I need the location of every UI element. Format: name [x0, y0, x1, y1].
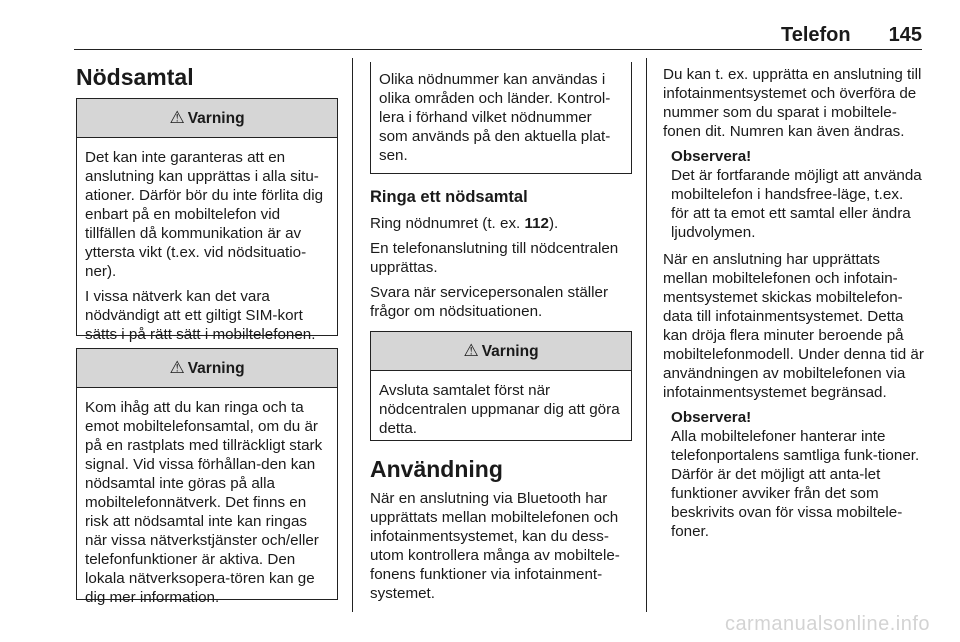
warning-icon: ⚠: [463, 341, 479, 360]
page-header: [781, 24, 922, 47]
ring-text: Ring nödnumret (t. ex.: [370, 215, 525, 232]
warning1-paragraph-1: Det kan inte garanteras att en anslutning kan upprättas i alla situ-ationer. Därför bör du inte förlita dig enbart på en mobiltelefon vid tillfällen då kommunikation är av yttersta vikt (t.ex. vid nödsituatio-ner).: [85, 149, 324, 280]
column-divider-2: [646, 58, 647, 612]
warning1-paragraph-2: I vissa nätverk kan det vara nödvändigt att ett giltigt SIM-kort sätts i på rätt sätt i mobiltelefonen.: [85, 288, 316, 343]
ring-text-end: ).: [549, 215, 559, 232]
note-2-title: Observera!: [671, 409, 752, 426]
paragraph-answer: Svara när servicepersonalen ställer frågor om nödsituationen.: [370, 284, 609, 320]
note-1-title: Observera!: [671, 148, 752, 165]
paragraph-data: När en anslutning har upprättats mellan mobiltelefonen och infotain-mentsystemet skickas mobiltelefon-data till infotainmentsystemet. Detta kan dröja flera minuter beroende på mobiltelefonmodell. Under denna tid är användningen av mobiltelefonen via infotainmentsystemet begränsad.: [663, 251, 924, 401]
note-2: [663, 408, 925, 541]
warning-title-1: Varning: [187, 110, 245, 127]
note-2-text: Alla mobiltelefoner hanterar inte telefonportalens samtliga funk-tioner. Därför är det möjligt att anta-let funktioner avviker från det som beskrivits ovan för vissa mobiltele-foner.: [671, 428, 920, 540]
note-1: [663, 147, 925, 242]
warning-header-2: [77, 349, 337, 388]
section-heading-anvandning: Användning: [370, 456, 503, 482]
warning2-paragraph-1: Kom ihåg att du kan ringa och ta emot mobiltelefonsamtal, om du är på en rastplats med tillräckligt stark signal. Vid vissa förhållan-den kan nödsamtal inte göras på alla mobiltelefonnätverk. Det finns en risk att nödsamtal inte kan ringas när vissa nätverkstjänster och/eller telefonfunktioner är aktiva. Den lokala nätverksopera-tören kan ge dig mer information.: [85, 399, 323, 606]
paragraph-connection: En telefonanslutning till nödcentralen upprättas.: [370, 240, 619, 276]
warning-header-1: [77, 99, 337, 138]
paragraph-transfer: Du kan t. ex. upprätta en anslutning till infotainmentsystemet och överföra de nummer som du sparat i mobiltele-fonen dit. Numren kan även ändras.: [663, 66, 922, 140]
paragraph-usage: När en anslutning via Bluetooth har upprättats mellan mobiltelefonen och infotainmentsystemet, kan du dess-utom kontrollera många av mobiltele-fonens funktioner via infotainment-systemet.: [370, 490, 620, 602]
column-1: [76, 98, 338, 606]
warning-box-1: [76, 98, 338, 343]
paragraph-ring: [370, 214, 632, 233]
page-number: 145: [888, 24, 922, 46]
warning-body-2: [77, 388, 337, 621]
watermark: carmanualsonline.info: [724, 613, 930, 635]
page-title: Nödsamtal: [76, 64, 194, 90]
header-rule: [74, 49, 922, 50]
warning-body-3: [371, 371, 631, 452]
section-heading-ringa: Ringa ett nödsamtal: [370, 188, 528, 206]
warning-header-3: [371, 332, 631, 371]
warning-body-1: [77, 138, 337, 358]
note-1-text: Det är fortfarande möjligt att använda mobiltelefon i handsfree-läge, t.ex. för att ta emot ett samtal eller ändra ljudvolymen.: [671, 167, 922, 241]
warning-title-3: Varning: [481, 343, 539, 360]
warning-icon: ⚠: [169, 108, 185, 127]
warning3-text: Avsluta samtalet först när nödcentralen uppmanar dig att göra detta.: [379, 382, 620, 437]
info-box: [370, 62, 632, 174]
info-box-text: Olika nödnummer kan användas i olika områden och länder. Kontrol-lera i förhand vilket nödnummer som används på den aktuella plat-sen.: [379, 71, 611, 164]
column-3: [663, 65, 925, 549]
section-title: Telefon: [780, 24, 851, 46]
emergency-number: 112: [524, 215, 549, 232]
warning-icon: ⚠: [169, 358, 185, 377]
column-divider-1: [352, 58, 353, 612]
warning-title-2: Varning: [187, 360, 245, 377]
column-2: [370, 62, 632, 609]
warning-box-3: [370, 331, 632, 441]
warning-box-2: [76, 348, 338, 606]
